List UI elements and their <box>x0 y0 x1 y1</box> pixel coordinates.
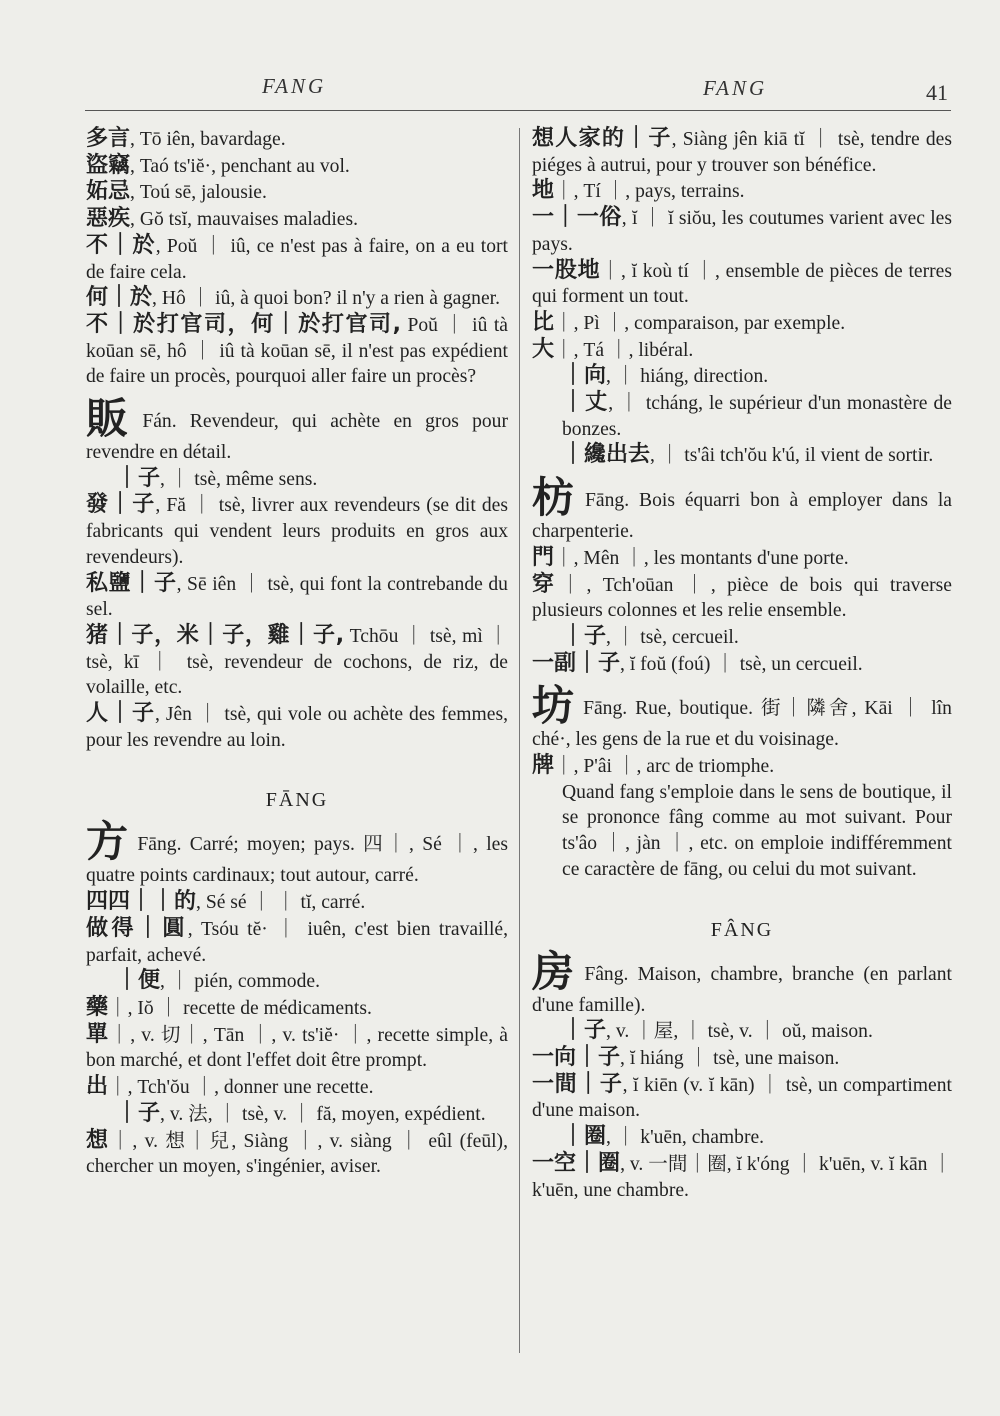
fan-subentries <box>86 466 508 754</box>
entry-chinese: 惡疾 <box>86 206 131 232</box>
entry-chinese: 出 <box>86 1074 109 1100</box>
entry-gloss: , ｜ tsè, cercueil. <box>606 626 739 648</box>
dictionary-entry <box>532 753 952 780</box>
headword-character: 方 <box>86 817 132 867</box>
entry-chinese: ｜丈 <box>562 390 609 416</box>
section-title-fang-house: FÂNG <box>710 918 774 941</box>
dictionary-entry <box>532 205 952 257</box>
entry-gloss: , Tō iên, bavardage. <box>130 129 286 150</box>
entry-gloss: ｜, Pì ｜, comparaison, par exemple. <box>554 312 846 334</box>
entry-chinese: 不｜於 <box>86 232 156 258</box>
entry-chinese: 一間｜子 <box>532 1071 623 1097</box>
entry-gloss: , ｜ ts'âi tch'ŏu k'ú, il vient de sortir. <box>650 445 934 467</box>
entry-chinese: 想 <box>86 1127 111 1153</box>
dictionary-entry <box>532 442 952 469</box>
dictionary-entry <box>86 916 508 968</box>
entry-gloss: , ｜ tsè, même sens. <box>160 468 318 490</box>
dictionary-entry <box>86 1128 508 1180</box>
entry-chinese: 想人家的｜子 <box>532 126 672 151</box>
headword-definition: Fāng. Bois équarri bon à employer dans la charpenterie. <box>532 490 952 543</box>
entry-chinese: ｜子 <box>562 1018 607 1044</box>
entry-gloss: ｜, Mên ｜, les montants d'une porte. <box>554 547 849 569</box>
entry-chinese: ｜子 <box>562 623 607 649</box>
entry-gloss: , Toú sē, jalousie. <box>130 182 267 204</box>
entry-gloss: ｜, Tí ｜, pays, terrains. <box>554 181 745 203</box>
entry-gloss: , Jên ｜ tsè, qui vole ou achète des femmes, pour les revendre au loin. <box>86 704 508 751</box>
entry-chinese: 猪｜子，米｜子，雞｜子, <box>86 622 345 648</box>
dictionary-entry <box>532 310 952 337</box>
entry-gloss: , ĭ hiáng ｜ tsè, une maison. <box>620 1047 840 1069</box>
dictionary-entry <box>532 1018 952 1045</box>
headword-entry-fan <box>86 394 508 466</box>
column-divider <box>519 128 520 1353</box>
right-column <box>532 126 952 1203</box>
entry-chinese: 穿 <box>532 571 561 597</box>
dictionary-entry <box>86 492 508 570</box>
entry-chinese: 妬忌 <box>86 179 131 205</box>
headword-definition: Fán. Revendeur, qui achète en gros pour revendre en détail. <box>86 411 508 464</box>
dictionary-entry <box>532 126 952 178</box>
entry-gloss: ｜, v. 切｜, Tān ｜, v. ts'iĕ· ｜, recette simple, à bon marché, et dont l'effet doit être prompt. <box>86 1024 508 1072</box>
dictionary-entry <box>86 571 508 623</box>
entry-chinese: 私鹽｜子 <box>86 570 177 596</box>
header-rule <box>85 110 951 111</box>
entry-chinese: ｜便 <box>116 968 161 994</box>
dictionary-entry <box>532 363 952 390</box>
entry-gloss: Quand fang s'emploie dans le sens de boutique, il se prononce fâng comme au mot suivant. Pour ts'âo ｜, jàn ｜, etc. on emploie indifféremment ce caractère de fāng, ou celui du mot suivant. <box>562 781 952 880</box>
entry-gloss: , Taó ts'iĕ·, penchant au vol. <box>130 155 350 177</box>
dictionary-entry <box>532 651 952 678</box>
entry-gloss: , ｜ k'uēn, chambre. <box>606 1127 765 1149</box>
entry-chinese: 不｜於打官司，何｜於打官司, <box>86 311 401 337</box>
dictionary-entry <box>532 545 952 572</box>
section-title-fang: FĀNG <box>265 789 329 812</box>
dictionary-entry <box>532 780 952 883</box>
dictionary-entry <box>532 1045 952 1072</box>
entry-chinese: 比 <box>532 309 555 335</box>
entry-gloss: , Tsóu tĕ· ｜ iuên, c'est bien travaillé, parfait, achevé. <box>86 918 508 966</box>
entry-gloss: ｜, v. 想｜兒, Siàng ｜, v. siàng ｜ eûl (feūl), chercher un moyen, s'ingénier, aviser. <box>86 1130 508 1178</box>
entry-gloss: Tchōu ｜ tsè, mì ｜ tsè, kī ｜ tsè, revendeur de cochons, de riz, de volaille, etc. <box>86 625 509 699</box>
dictionary-entry <box>532 624 952 651</box>
entry-gloss: , ｜ tcháng, le supérieur d'un monastère de bonzes. <box>562 393 952 440</box>
fang-wood-subentries <box>532 545 952 678</box>
dictionary-entry <box>86 312 508 390</box>
entry-gloss: , Siàng jên kiā tĭ ｜ tsè, tendre des piéges à autrui, pour y trouver son bénéfice. <box>532 129 952 176</box>
dictionary-entry <box>532 258 952 310</box>
headword-entry-fang-house <box>532 946 952 1019</box>
entry-chinese: 發｜子 <box>86 492 156 518</box>
entry-gloss: , ｜ pién, commode. <box>160 971 320 993</box>
entry-gloss: , Hô ｜ iû, à quoi bon? il n'y a rien à gagner. <box>152 288 500 310</box>
entry-gloss: , ĭ ｜ ĭ siŏu, les coutumes varient avec les pays. <box>532 208 952 255</box>
dictionary-entry <box>86 126 508 153</box>
running-title-right: FANG <box>703 76 768 100</box>
fang-street-subentries <box>532 753 952 883</box>
entry-gloss: ｜, ĭ koù tí ｜, ensemble de pièces de terres qui forment un tout. <box>532 260 952 308</box>
headword-character: 販 <box>86 394 137 444</box>
entry-chinese: 四四｜｜的 <box>86 889 197 915</box>
dictionary-entry <box>532 390 952 442</box>
fang-house-subentries <box>532 1018 952 1203</box>
entry-chinese: 一股地 <box>532 257 601 283</box>
entry-chinese: 藥 <box>86 994 109 1020</box>
entry-chinese: ｜子 <box>116 1100 161 1126</box>
entry-chinese: 何｜於 <box>86 285 153 311</box>
dictionary-entry <box>532 1124 952 1151</box>
dictionary-entry <box>86 285 508 312</box>
entry-gloss: , Sé sé ｜ ｜ tĭ, carré. <box>196 892 366 914</box>
entry-chinese: 單 <box>86 1021 110 1047</box>
entry-chinese: ｜向 <box>562 363 607 389</box>
entry-gloss: Poŭ ｜ iû tà koūan sē, hô ｜ iû tà koūan sē, il n'est pas expédient de faire un procès, pourquoi aller faire un procès? <box>86 314 508 388</box>
entry-chinese: 多言 <box>86 126 131 151</box>
running-title-left: FANG <box>262 74 327 98</box>
entry-gloss: , Sē iên ｜ tsè, qui font la contrebande du sel. <box>86 573 508 621</box>
entry-gloss: , ĭ foŭ (foú) ｜ tsè, un cercueil. <box>620 653 863 675</box>
dictionary-entry <box>532 1151 952 1203</box>
headword-entry-fang <box>86 817 508 889</box>
page-header <box>0 0 1000 112</box>
dictionary-entry <box>86 623 508 701</box>
left-column <box>86 126 508 1180</box>
entry-chinese: 一副｜子 <box>532 650 621 676</box>
entry-gloss: ｜, Tch'oūan ｜, pièce de bois qui traverse plusieurs colonnes et les relie ensemble. <box>532 574 952 622</box>
dictionary-entry <box>86 1074 508 1101</box>
entry-chinese: 地 <box>532 178 555 204</box>
dictionary-entry <box>86 466 508 493</box>
dictionary-entry <box>86 995 508 1022</box>
entry-gloss: , v. 一間｜圈, ĭ k'óng ｜ k'uēn, v. ĭ kān ｜ k'uēn, une chambre. <box>532 1153 952 1201</box>
entry-gloss: ｜, Iŏ ｜ recette de médicaments. <box>108 997 372 1019</box>
entry-chinese: 人｜子 <box>86 701 156 727</box>
dictionary-entry <box>86 233 508 285</box>
headword-character: 坊 <box>532 681 578 731</box>
entry-gloss: ｜, Tch'ŏu ｜, donner une recette. <box>108 1077 374 1099</box>
headword-character: 枋 <box>532 473 580 523</box>
entry-chinese: 做得｜圓 <box>86 915 188 941</box>
dictionary-entry <box>532 572 952 624</box>
dictionary-entry <box>86 206 508 233</box>
entry-gloss: ｜, Tá ｜, libéral. <box>554 339 694 361</box>
headword-definition: Fâng. Maison, chambre, branche (en parlant d'une famille). <box>532 963 952 1016</box>
entry-chinese: 一向｜子 <box>532 1044 621 1070</box>
headword-definition: Fāng. Rue, boutique. 街｜隣舍, Kāi ｜ lîn ché·, les gens de la rue et du voisinage. <box>532 698 952 751</box>
entry-gloss: , ｜ hiáng, direction. <box>606 366 769 388</box>
dictionary-entry <box>86 1022 508 1074</box>
right-top-entries <box>532 126 952 469</box>
dictionary-entry <box>532 178 952 205</box>
dictionary-entry <box>86 701 508 753</box>
dictionary-entry <box>86 153 508 180</box>
dictionary-entry <box>532 1072 952 1124</box>
entry-chinese: ｜圈 <box>562 1124 607 1150</box>
entry-gloss: , Gŏ tsĭ, mauvaises maladies. <box>130 209 359 231</box>
dictionary-entry <box>86 968 508 995</box>
headword-entry-fang-street <box>532 681 952 753</box>
entry-gloss: , Poŭ ｜ iû, ce n'est pas à faire, on a eu tort de faire cela. <box>86 235 508 283</box>
headword-character: 房 <box>532 946 579 996</box>
entry-gloss: , Fă ｜ tsè, livrer aux revendeurs (se dit des fabricants qui vendent leurs produits en gros aux revendeurs). <box>86 495 508 568</box>
entry-chinese: ｜子 <box>116 465 161 491</box>
dictionary-entry <box>86 179 508 206</box>
dictionary-entry <box>86 889 508 916</box>
dictionary-entry <box>532 337 952 364</box>
entry-gloss: ｜, P'âi ｜, arc de triomphe. <box>554 756 775 778</box>
entry-chinese: 一｜一俗 <box>532 205 622 231</box>
entry-gloss: , v. 法, ｜ tsè, v. ｜ fă, moyen, expédient. <box>160 1103 486 1125</box>
entry-chinese: ｜纔出去 <box>562 442 651 468</box>
entry-chinese: 一空｜圈 <box>532 1150 621 1176</box>
page-number: 41 <box>926 80 948 105</box>
dictionary-entry <box>86 1101 508 1128</box>
entry-chinese: 盜竊 <box>86 152 131 178</box>
entry-gloss: , ĭ kiēn (v. ĭ kān) ｜ tsè, un compartiment d'une maison. <box>532 1074 952 1122</box>
headword-definition: Fāng. Carré; moyen; pays. 四｜, Sé ｜, les quatre points cardinaux; tout autour, carré. <box>86 834 508 887</box>
entry-chinese: 牌 <box>532 753 555 779</box>
entry-chinese: 門 <box>532 544 555 570</box>
fang-subentries <box>86 889 508 1180</box>
entry-chinese: 大 <box>532 336 555 362</box>
headword-entry-fang-wood <box>532 473 952 545</box>
entry-gloss: , v. ｜屋, ｜ tsè, v. ｜ oŭ, maison. <box>606 1021 873 1043</box>
left-top-entries <box>86 126 508 390</box>
